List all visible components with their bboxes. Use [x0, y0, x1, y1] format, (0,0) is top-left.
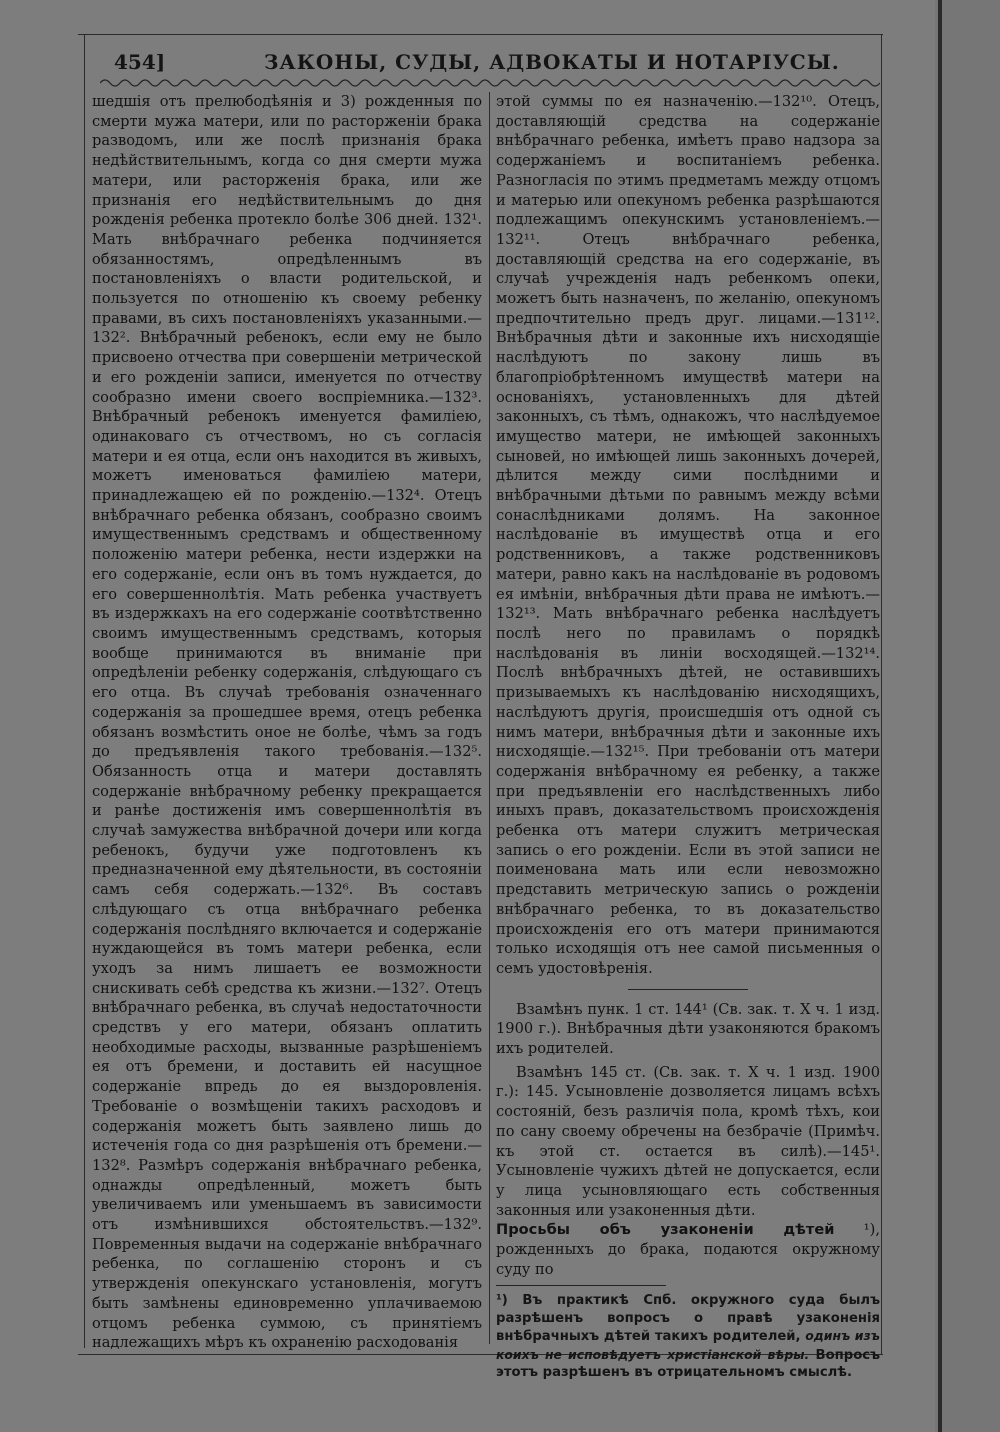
footnote-italic-text: одинъ изъ коихъ не исповѣдуетъ христіанской вѣры.	[496, 1328, 880, 1362]
right-column	[496, 92, 880, 1382]
column-divider	[489, 92, 490, 1344]
footnote	[496, 1292, 880, 1382]
page-header	[114, 48, 874, 78]
header-ornament-rule	[100, 76, 880, 90]
scan-edge	[935, 0, 1000, 1432]
left-border-rule	[84, 34, 85, 1348]
section-heading: Просьбы объ узаконеніи дѣтей	[496, 1221, 835, 1239]
right-border-rule	[881, 34, 882, 1354]
footnote-text-b: Вопросъ этотъ разрѣшенъ въ отрицательномъ смыслѣ.	[496, 1347, 881, 1381]
left-column	[92, 92, 482, 1353]
footnote-text-a: ¹) Въ практикѣ Спб. окружного суда былъ разрѣшенъ вопросъ о правѣ узаконенія внѣбрачныхъ дѣтей такихъ родителей,	[496, 1293, 880, 1345]
page-number: 454]	[114, 50, 166, 74]
legitimation-paragraph	[496, 1220, 880, 1279]
top-rule	[78, 34, 883, 35]
footnote-separator	[496, 1285, 666, 1286]
left-column-text: шедшія отъ прелюбодѣянія и 3) рожденныя по смерти мужа матери, или по расторженіи брака разводомъ, или же послѣ признанія брака недѣйствительнымъ, когда со дня смерти мужа матери, или расторженія брака, или же признанія его недѣйствительнымъ до дня рожденія ребенка протекло болѣе 306 дней. 132¹. Мать внѣбрачнаго ребенка подчиняется обязанностямъ, опредѣленнымъ въ постановленіяхъ о власти родительской, и пользуется по отношенію къ своему ребенку правами, въ сихъ постановленіяхъ указанными.—132². Внѣбрачный ребенокъ, если ему не было присвоено отчества при совершеніи метрической и его рожденіи записи, именуется по отчеству сообразно имени своего воспріемника.—132³. Внѣбрачный ребенокъ именуется фамиліею, одинаковаго съ отчествомъ, но съ согласія матери и ея отца, если онъ находится въ живыхъ, можетъ именоваться фамиліею матери, принадлежащею ей по рожденію.—132⁴. Отецъ внѣбрачнаго ребенка обязанъ, сообразно своимъ имущественнымъ средствамъ и общественному положенію матери ребенка, нести издержки на его содержаніе, если онъ въ томъ нуждается, до его совершеннолѣтія. Мать ребенка участвуетъ въ издержкахъ на его содержаніе соотвѣтственно своимъ имущественнымъ средствамъ, которыя вообще принимаются въ вниманіе при опредѣленіи ребенку содержанія, слѣдующаго съ его отца. Въ случаѣ требованія означеннаго содержанія за прошедшее время, отецъ ребенка обязанъ возмѣстить оное не болѣе, чѣмъ за годъ до предъявленія такого требованія.—132⁵. Обязанность отца и матери доставлять содержаніе внѣбрачному ребенку прекращается и ранѣе достиженія имъ совершеннолѣтія въ случаѣ замужества внѣбрачной дочери или когда ребенокъ, будучи уже подготовленъ къ предназначенной ему дѣятельности, въ состояніи самъ себя содержать.—132⁶. Въ составъ слѣдующаго съ отца внѣбрачнаго ребенка содержанія послѣдняго включается и содержаніе нуждающейся въ томъ матери ребенка, если уходъ за нимъ лишаетъ ее возможности снискивать себѣ средства къ жизни.—132⁷. Отецъ внѣбрачнаго ребенка, въ случаѣ недостаточности средствъ у его матери, обязанъ оплатить необходимые расходы, вызванные разрѣшеніемъ ея отъ бремени, и доставить ей насущное содержаніе впредь до ея выздоровленія. Требованіе о возмѣщеніи такихъ расходовъ и содержанія можетъ быть заявлено лишь до истеченія года со дня разрѣшенія отъ бремени.—132⁸. Размѣръ содержанія внѣбрачнаго ребенка, однажды опредѣленный, можетъ быть увеличиваемъ или уменьшаемъ въ зависимости отъ измѣнившихся обстоятельствъ.—132⁹. Повременныя выдачи на содержаніе внѣбрачнаго ребенка, по соглашенію сторонъ и съ утвержденія опекунскаго установленія, могутъ быть замѣнены единовременно уплачиваемою отцомъ ребенка суммою, съ принятіемъ надлежащихъ мѣръ къ охраненію расходованія	[92, 93, 482, 1352]
paragraph-145: Взамѣнъ 145 ст. (Св. зак. т. X ч. 1 изд. 1900 г.): 145. Усыновленіе дозволяется лицамъ всѣхъ состояній, безъ различія пола, кромѣ тѣхъ, кои по сану своему обречены на безбрачіе (Примѣч. къ этой ст. остается въ силѣ).—145¹. Усыновленіе чужихъ дѣтей не допускается, если у лица усыновляющаго есть собственныя законныя или узаконенныя дѣти.	[496, 1063, 880, 1219]
section-heading-continuation: ¹), рожденныхъ до брака, подаются окружному суду по	[496, 1221, 880, 1278]
paragraph-144: Взамѣнъ пунк. 1 ст. 144¹ (Св. зак. т. X ч. 1 изд. 1900 г.). Внѣбрачныя дѣти узаконяются бракомъ ихъ родителей.	[496, 1000, 880, 1058]
running-title: ЗАКОНЫ, СУДЫ, АДВОКАТЫ И НОТАРІУСЫ.	[264, 50, 840, 74]
section-separator	[628, 989, 748, 990]
right-column-main-text: этой суммы по ея назначенію.—132¹⁰. Отецъ, доставляющій средства на содержаніе внѣбрачнаго ребенка, имѣетъ право надзора за содержаніемъ и воспитаніемъ ребенка. Разногласія по этимъ предметамъ между отцомъ и матерью или опекуномъ ребенка разрѣшаются подлежащимъ опекунскимъ установленіемъ.—132¹¹. Отецъ внѣбрачнаго ребенка, доставляющій средства на его содержаніе, въ случаѣ учрежденія надъ ребенкомъ опеки, можетъ быть назначенъ, по желанію, опекуномъ предпочтительно предъ друг. лицами.—131¹². Внѣбрачныя дѣти и законные ихъ нисходящіе наслѣдуютъ по закону лишь въ благопріобрѣтенномъ имуществѣ матери на основаніяхъ, установленныхъ для дѣтей законныхъ, съ тѣмъ, однакожъ, что наслѣдуемое имущество матери, не имѣющей законныхъ сыновей, но имѣющей лишь законныхъ дочерей, дѣлится между сими послѣдними и внѣбрачными дѣтьми по равнымъ между всѣми сонаслѣдниками долямъ. На законное наслѣдованіе въ имуществѣ отца и его родственниковъ, а также родственниковъ матери, равно какъ на наслѣдованіе въ родовомъ ея имѣніи, внѣбрачныя дѣти права не имѣютъ.—132¹³. Мать внѣбрачнаго ребенка наслѣдуетъ послѣ него по правиламъ о порядкѣ наслѣдованія въ линіи восходящей.—132¹⁴. Послѣ внѣбрачныхъ дѣтей, не оставившихъ призываемыхъ къ наслѣдованію нисходящихъ, наслѣдуютъ другія, происшедшія отъ одной съ нимъ матери, внѣбрачныя дѣти и законные ихъ нисходящіе.—132¹⁵. При требованіи отъ матери содержанія внѣбрачному ея ребенку, а также при предъявленіи его наслѣдственныхъ либо иныхъ правъ, доказательствомъ происхожденія ребенка отъ матери служитъ метрическая запись о его рожденіи. Если въ этой записи не поименована мать или если невозможно представить метрическую запись о рожденіи внѣбрачнаго ребенка, то въ доказательство происхожденія его отъ матери принимаются только исходящія отъ нее самой письменныя о семъ удостовѣренія.	[496, 93, 880, 977]
